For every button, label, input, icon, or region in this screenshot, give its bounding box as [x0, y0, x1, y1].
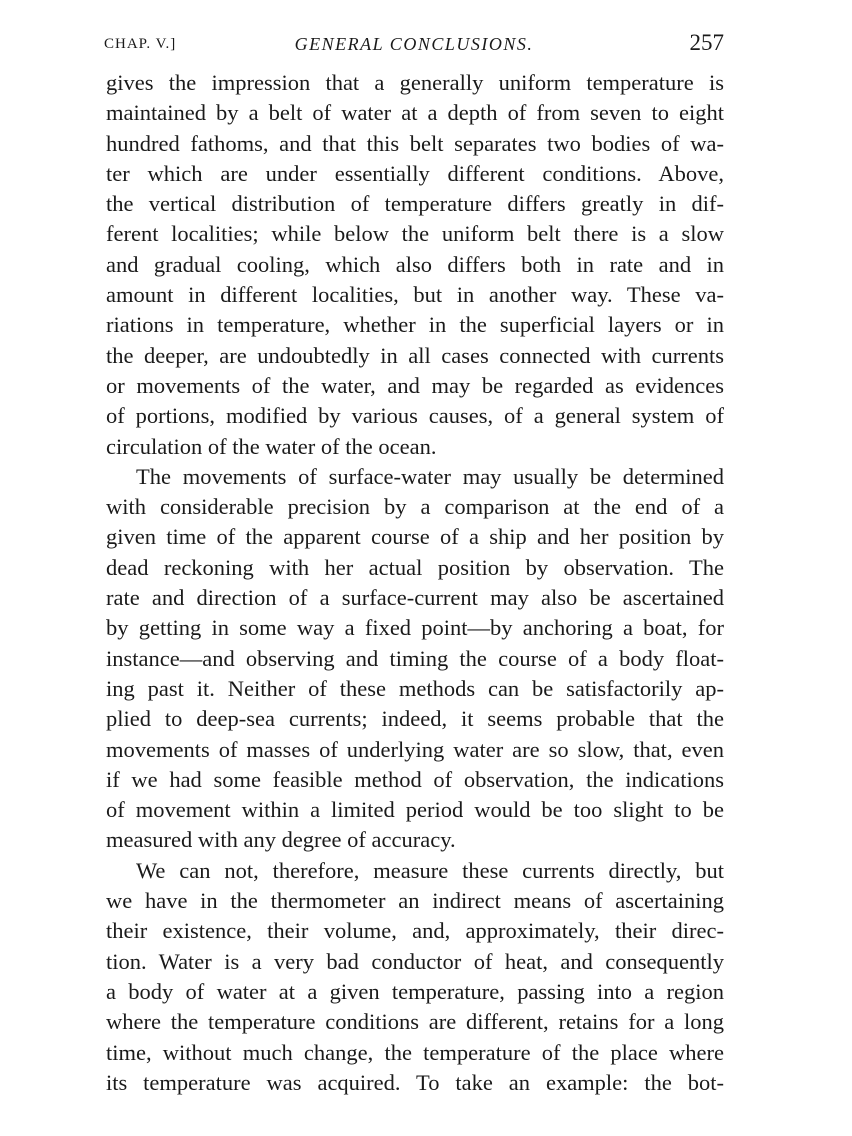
text-line: instance—and observing and timing the course of a body float-: [106, 645, 724, 671]
text-line: tion. Water is a very bad conductor of heat, and consequently: [106, 948, 724, 974]
text-line: a body of water at a given temperature, passing into a region: [106, 978, 724, 1004]
text-line: their existence, their volume, and, approximately, their direc-: [106, 918, 724, 944]
text-line: where the temperature conditions are different, retains for a long: [106, 1009, 724, 1035]
running-head: [104, 30, 724, 60]
text-line: movements of masses of underlying water are so slow, that, even: [106, 736, 724, 762]
text-line: maintained by a belt of water at a depth of from seven to eight: [106, 100, 724, 126]
text-line: or movements of the water, and may be regarded as evidences: [106, 372, 724, 398]
text-line: time, without much change, the temperature of the place where: [106, 1039, 724, 1065]
running-title: GENERAL CONCLUSIONS.: [294, 34, 534, 54]
text-line: dead reckoning with her actual position by observation. The: [106, 554, 724, 580]
text-line: hundred fathoms, and that this belt separates two bodies of wa-: [106, 130, 724, 156]
text-line: given time of the apparent course of a ship and her position by: [106, 524, 724, 550]
text-line: gives the impression that a generally uniform temperature is: [106, 70, 724, 95]
text-line: plied to deep-sea currents; indeed, it seems probable that the: [106, 706, 724, 732]
text-line: we have in the thermometer an indirect means of ascertaining: [106, 888, 724, 914]
text-line: and gradual cooling, which also differs both in rate and in: [106, 251, 724, 277]
text-line: by getting in some way a fixed point—by anchoring a boat, for: [106, 615, 724, 641]
text-line: of movement within a limited period would be too slight to be: [106, 797, 724, 823]
text-line: with considerable precision by a comparison at the end of a: [106, 494, 724, 520]
text-line: ing past it. Neither of these methods can be satisfactorily ap-: [106, 675, 724, 701]
text-line: if we had some feasible method of observation, the indications: [106, 766, 724, 792]
paragraph-start-line: The movements of surface-water may usually be determined: [136, 463, 724, 489]
text-line: of portions, modified by various causes, of a general system of: [106, 403, 724, 429]
text-line: rate and direction of a surface-current may also be ascertained: [106, 585, 724, 611]
paragraph-start-line: We can not, therefore, measure these currents directly, but: [136, 857, 724, 883]
text-line: ferent localities; while below the uniform belt there is a slow: [106, 221, 724, 247]
text-line: ter which are under essentially different conditions. Above,: [106, 160, 724, 186]
page-number: 257: [689, 30, 724, 55]
paragraph-end-line: measured with any degree of accuracy.: [106, 827, 456, 853]
text-line: the deeper, are undoubtedly in all cases connected with currents: [106, 342, 724, 368]
chapter-label: CHAP. V.]: [104, 36, 177, 52]
text-line: its temperature was acquired. To take an example: the bot-: [106, 1069, 724, 1095]
text-line: amount in different localities, but in another way. These va-: [106, 282, 724, 308]
text-line: riations in temperature, whether in the superficial layers or in: [106, 312, 724, 338]
body-text: [106, 68, 724, 1098]
paragraph-end-line: circulation of the water of the ocean.: [106, 433, 437, 459]
text-line: the vertical distribution of temperature differs greatly in dif-: [106, 191, 724, 217]
